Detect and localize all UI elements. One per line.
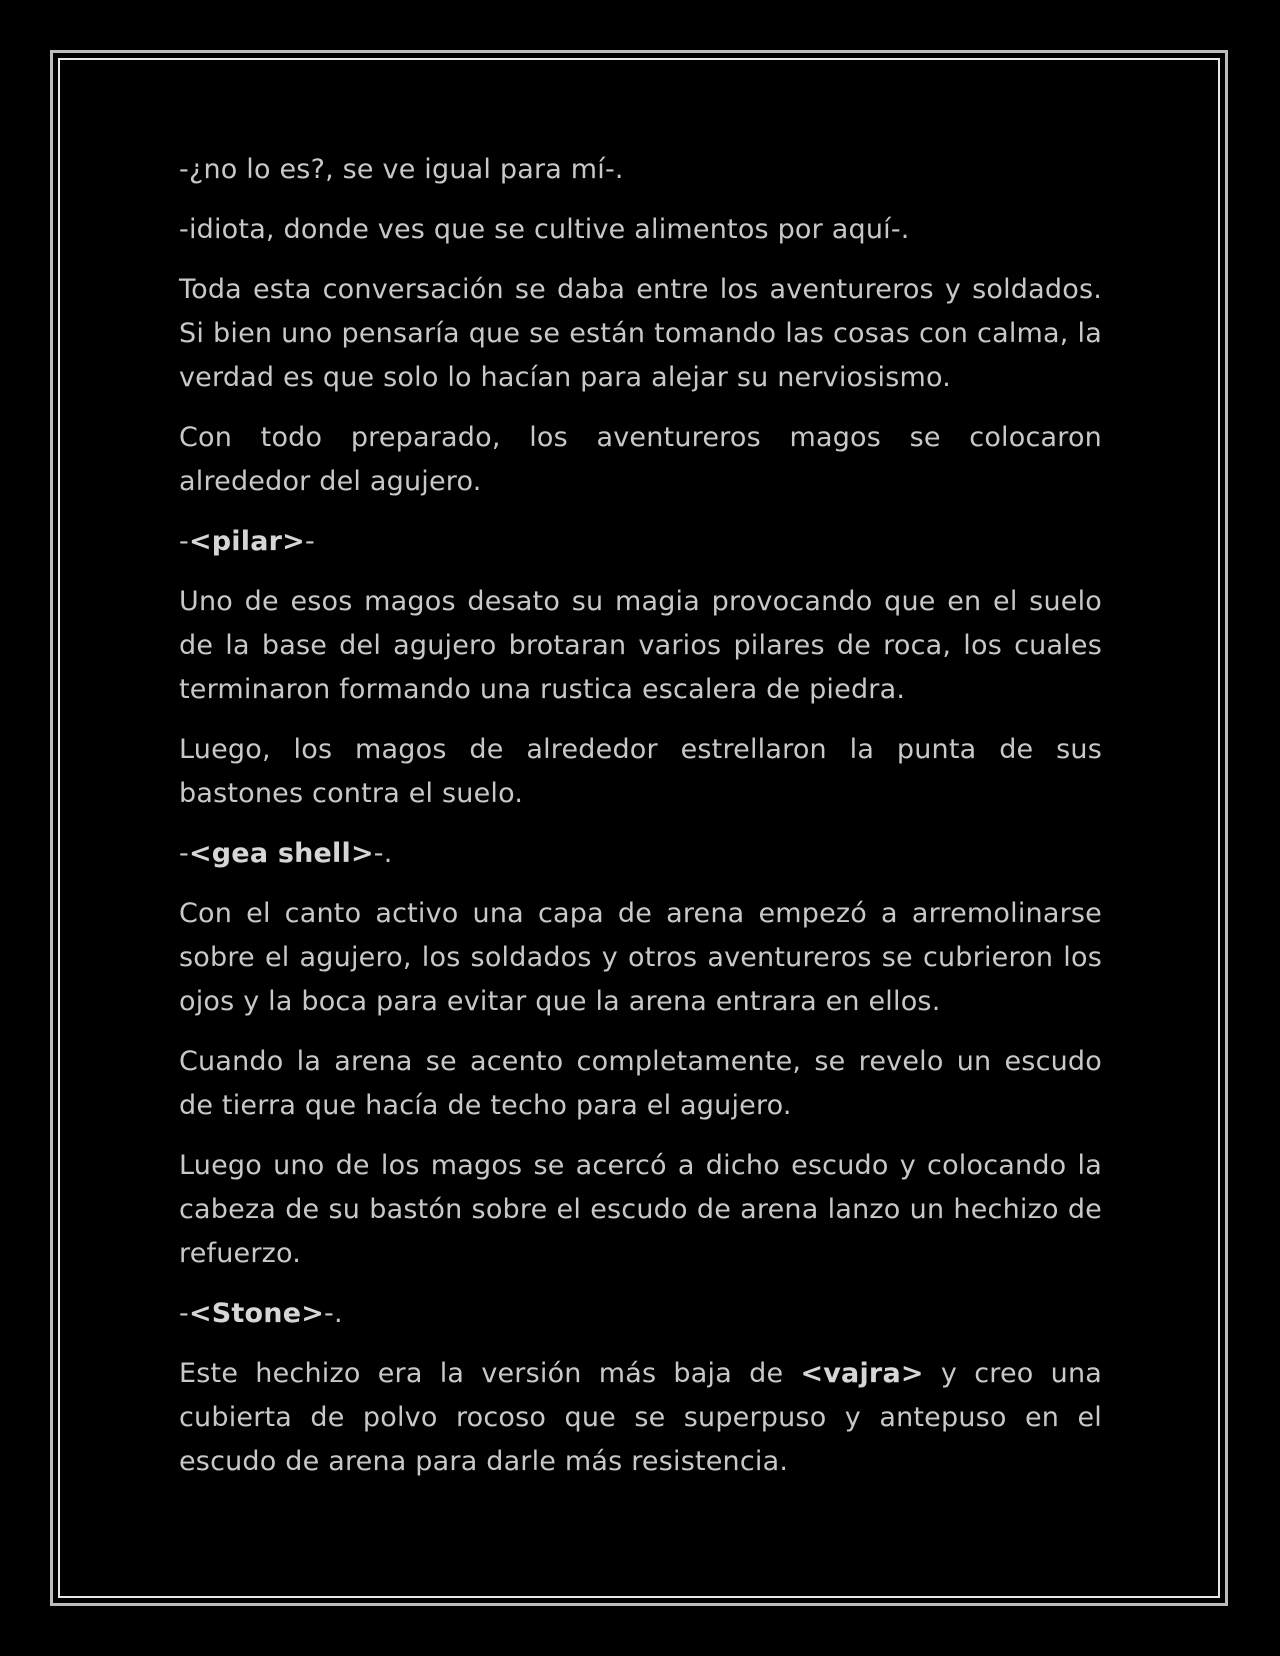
paragraph-11: Luego uno de los magos se acercó a dicho escudo y colocando la cabeza de su bastón sobre el escudo de arena lanzo un hechizo de refuerzo. bbox=[179, 1150, 1102, 1269]
spell-prefix: - bbox=[179, 1298, 189, 1329]
spell-suffix: - bbox=[304, 526, 315, 557]
paragraph-6: Uno de esos magos desato su magia provocando que en el suelo de la base del agujero brotaran varios pilares de roca, los cuales terminaron formando una rustica escalera de piedra. bbox=[179, 586, 1102, 705]
spell-line-stone bbox=[179, 1292, 1102, 1336]
spell-line-gea-shell bbox=[179, 832, 1102, 876]
paragraph-7: Luego, los magos de alrededor estrellaron la punta de sus bastones contra el suelo. bbox=[179, 734, 1102, 809]
paragraph-13-before: Este hechizo era la versión más baja de bbox=[179, 1358, 801, 1389]
paragraph-13 bbox=[179, 1352, 1102, 1484]
paragraph-1: -¿no lo es?, se ve igual para mí-. bbox=[179, 154, 624, 185]
spell-prefix: - bbox=[179, 838, 189, 869]
spell-name-pilar: <pilar> bbox=[188, 526, 305, 557]
paragraph-2: -idiota, donde ves que se cultive alimentos por aquí-. bbox=[179, 214, 910, 245]
spell-suffix: -. bbox=[324, 1298, 343, 1329]
paragraph-10: Cuando la arena se acento completamente, se revelo un escudo de tierra que hacía de techo para el agujero. bbox=[179, 1046, 1102, 1121]
spell-line-pilar bbox=[179, 520, 1102, 564]
spell-name-vajra: <vajra> bbox=[800, 1358, 924, 1389]
spell-name-gea-shell: <gea shell> bbox=[188, 838, 374, 869]
paragraph-13-after: y creo una cubierta de polvo rocoso que se superpuso y antepuso en el escudo de arena para darle más resistencia. bbox=[179, 1358, 1102, 1477]
paragraph-9: Con el canto activo una capa de arena empezó a arremolinarse sobre el agujero, los soldados y otros aventureros se cubrieron los ojos y la boca para evitar que la arena entrara en ellos. bbox=[179, 898, 1102, 1017]
spell-name-stone: <Stone> bbox=[188, 1298, 325, 1329]
story-text bbox=[179, 148, 1102, 1500]
spell-prefix: - bbox=[179, 526, 189, 557]
paragraph-3: Toda esta conversación se daba entre los aventureros y soldados. Si bien uno pensaría que se están tomando las cosas con calma, la verdad es que solo lo hacían para alejar su nerviosismo. bbox=[179, 274, 1102, 393]
paragraph-4: Con todo preparado, los aventureros magos se colocaron alrededor del agujero. bbox=[179, 422, 1102, 497]
spell-suffix: -. bbox=[373, 838, 393, 869]
